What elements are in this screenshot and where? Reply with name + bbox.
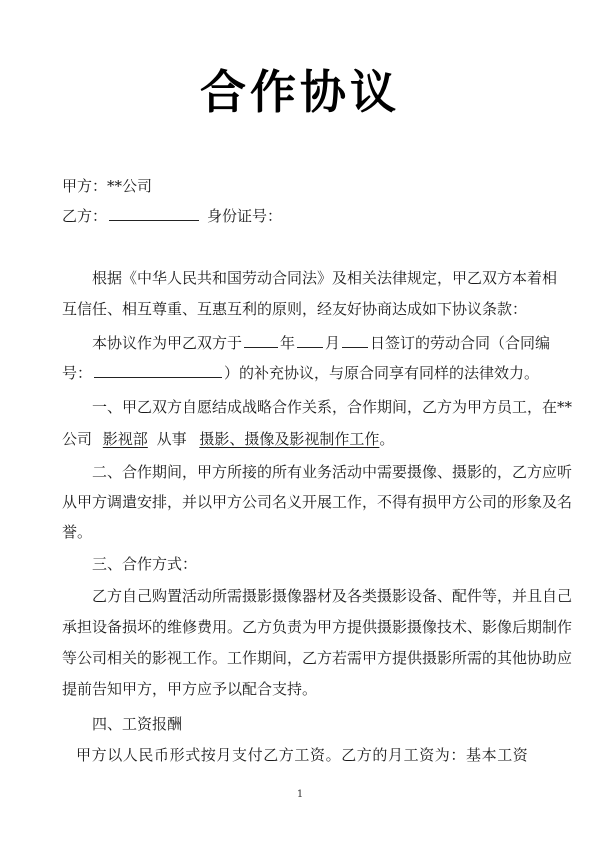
basis-text-1: 本协议作为甲乙双方于: [92, 334, 243, 352]
party-b-name-blank: [109, 205, 199, 221]
clause3-line-2: 承担设备损坏的维修费用。乙方负责为甲方提供摄影摄像技术、影像后期制作: [62, 618, 573, 636]
clause2-line-3: 誉。: [62, 523, 93, 541]
intro-line-2: 互信任、相互尊重、互惠互利的原则，经友好协商达成如下协议条款：: [62, 300, 528, 318]
party-b-label: 乙方：: [62, 207, 108, 225]
party-a-value: **公司: [107, 177, 153, 195]
clause4-heading: 四、工资报酬: [92, 715, 183, 733]
contract-no-blank: [94, 362, 222, 378]
basis-text-4: ）的补充协议，与原合同享有同样的法律效力。: [224, 364, 540, 382]
clause4-line-1: 甲方以人民币形式按月支付乙方工资。乙方的月工资为：基本工资: [76, 746, 529, 764]
party-b-id-label: 身份证号：: [207, 207, 283, 225]
basis-year-label: 年: [280, 334, 296, 352]
year-blank: [244, 332, 278, 348]
clause3-line-3: 等公司相关的影视工作。工作期间，乙方若需甲方提供摄影所需的其他协助应: [62, 649, 573, 667]
party-a-label: 甲方：: [62, 177, 108, 195]
clause3-line-4: 提前告知甲方，甲方应予以配合支持。: [62, 680, 318, 698]
clause1-company: 公司: [62, 430, 93, 448]
party-a-line: [62, 176, 152, 196]
basis-line-1: [92, 332, 550, 353]
clause1-period: 。: [379, 430, 395, 448]
party-b-line: [62, 205, 282, 226]
page-number: 1: [296, 789, 304, 800]
basis-contract-no-label: 号：: [62, 364, 93, 382]
clause2-line-2: 从甲方调遣安排，并以甲方公司名义开展工作，不得有损甲方公司的形象及名: [62, 493, 573, 511]
month-blank: [297, 332, 323, 348]
document-title: 合作协议: [200, 65, 400, 119]
clause1-department: 影视部: [102, 430, 148, 448]
basis-month-label: 月: [325, 334, 341, 352]
intro-line-1: 根据《中华人民共和国劳动合同法》及相关法律规定，甲乙双方本着相: [92, 269, 558, 287]
clause2-line-1: 二、合作期间，甲方所接的所有业务活动中需要摄像、摄影的，乙方应听: [92, 463, 573, 481]
basis-text-2: 日签订的劳动合同（合同编: [370, 334, 551, 352]
clause1-engage-label: 从事: [156, 430, 187, 448]
clause1-line-1: 一、甲乙双方自愿结成战略合作关系，合作期间，乙方为甲方员工，在**: [92, 398, 573, 416]
clause3-line-1: 乙方自己购置活动所需摄影摄像器材及各类摄影设备、配件等，并且自己: [92, 587, 573, 605]
clause1-job-description: 摄影、摄像及影视制作工作: [199, 430, 380, 448]
day-blank: [342, 332, 368, 348]
basis-line-2: [62, 362, 539, 383]
clause1-line-2: [62, 429, 394, 449]
clause3-heading: 三、合作方式：: [92, 555, 198, 573]
